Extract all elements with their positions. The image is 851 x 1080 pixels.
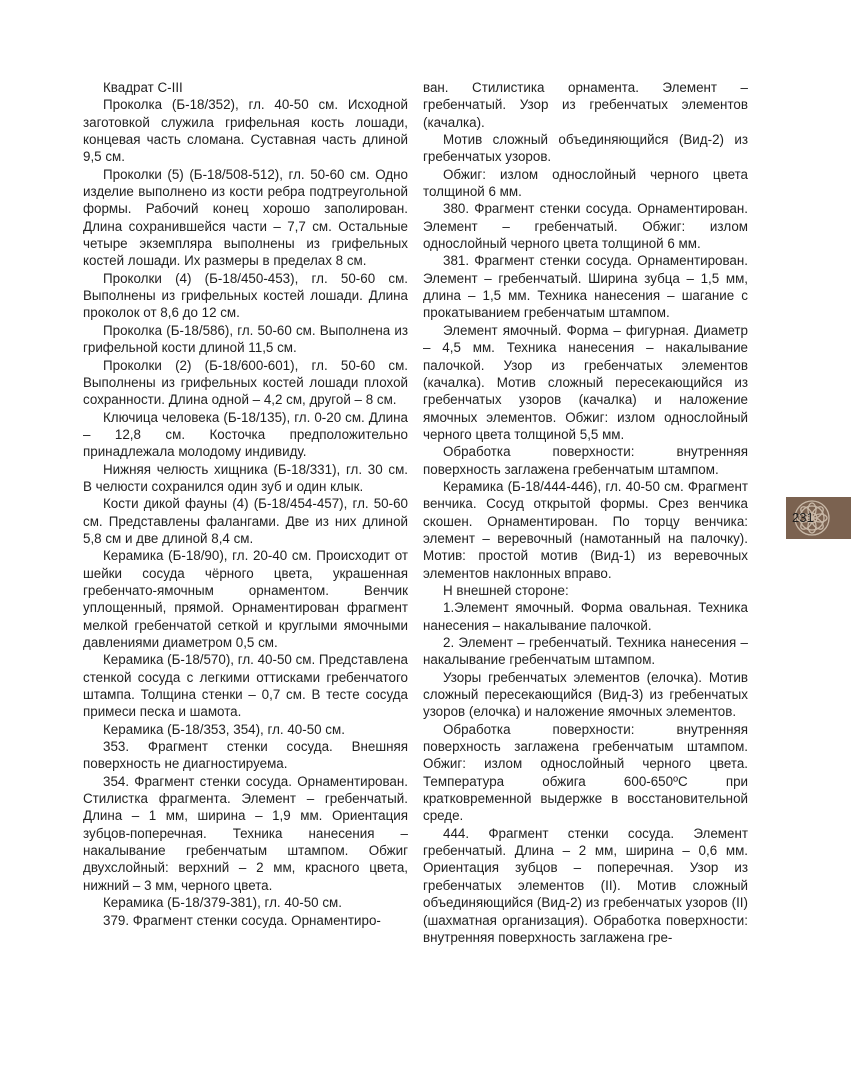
paragraph: 2. Элемент – гребенчатый. Техника нанесения – накалывание гребенчатым штампом. bbox=[423, 635, 748, 668]
paragraph: 380. Фрагмент стенки сосуда. Орнаментирован. Элемент – гребенчатый. Обжиг: излом однослойный черного цвета толщиной 6 мм. bbox=[423, 201, 748, 252]
paragraph: Н внешней стороне: bbox=[443, 582, 569, 598]
paragraph: Ключица человека (Б-18/135), гл. 0-20 см. Длина – 12,8 см. Косточка предположительно принадлежала молодому индивиду. bbox=[83, 409, 408, 460]
paragraph: Обработка поверхности: внутренняя поверхность заглажена гребенчатым штампом. bbox=[423, 444, 748, 477]
paragraph: Нижняя челюсть хищника (Б-18/331), гл. 30 см. В челюсти сохранился один зуб и один клык. bbox=[83, 461, 408, 494]
paragraph: Керамика (Б-18/90), гл. 20-40 см. Происходит от шейки сосуда чёрного цвета, украшенная гребенчато-ямочным орнаментом. Венчик уплощенный, прямой. Орнаментирован фрагмент мелкой гребенчатой сеткой и круглыми ямочными давлениями диаметром 0,5 см. bbox=[83, 548, 408, 650]
paragraph: Мотив сложный объединяющийся (Вид-2) из гребенчатых узоров. bbox=[423, 132, 748, 165]
paragraph: Узоры гребенчатых элементов (елочка). Мотив сложный пересекающийся (Вид-3) из гребенчатых узоров (елочка) и наложение ямочных элементов. bbox=[423, 669, 748, 720]
paragraph: 381. Фрагмент стенки сосуда. Орнаментирован. Элемент – гребенчатый. Ширина зубца – 1,5 мм, длина – 1,5 мм. Техника нанесения – шагание с прокатыванием гребенчатым штампом. bbox=[423, 253, 748, 321]
right-column bbox=[423, 79, 748, 946]
paragraph: 379. Фрагмент стенки сосуда. Орнаментиро- bbox=[103, 912, 381, 928]
page-number: 231 bbox=[792, 510, 814, 525]
paragraph: 1.Элемент ямочный. Форма овальная. Техника нанесения – накалывание палочкой. bbox=[423, 600, 748, 633]
paragraph: Керамика (Б-18/444-446), гл. 40-50 см. Фрагмент венчика. Сосуд открытой формы. Срез венчика скошен. Орнаментирован. По торцу венчика: элемент – веревочный (намотанный на палочку). Мотив: простой мотив (Вид-1) из веревочных элементов наклонных вправо. bbox=[423, 478, 748, 581]
page-number-tab bbox=[786, 497, 851, 539]
paragraph: Проколки (4) (Б-18/450-453), гл. 50-60 см. Выполнены из грифельных костей лошади. Длина проколок от 8,6 до 12 см. bbox=[83, 270, 408, 321]
paragraph: Керамика (Б-18/379-381), гл. 40-50 см. bbox=[103, 895, 342, 911]
paragraph: Проколка (Б-18/352), гл. 40-50 см. Исходной заготовкой служила грифельная кость лошади, концевая часть сломана. Суставная часть длиной 9,5 см. bbox=[83, 97, 408, 165]
paragraph: 354. Фрагмент стенки сосуда. Орнаментирован. Стилистка фрагмента. Элемент – гребенчатый. Длина – 1 мм, ширина – 1,9 мм. Ориентация зубцов-поперечная. Техника нанесения – накалывание гребенчатым штампом. Обжиг двухслойный: верхний – 2 мм, красного цвета, нижний – 3 мм, черного цвета. bbox=[83, 773, 408, 893]
paragraph: Квадрат С-III bbox=[103, 80, 183, 95]
paragraph: Проколки (5) (Б-18/508-512), гл. 50-60 см. Одно изделие выполнено из кости ребра подтреугольной формы. Рабочий конец хорошо заполирован. Длина сохранившейся части – 7,7 см. Остальные четыре экземпляра выполнены из грифельных костей лошади. Их размеры в пределах 8 см. bbox=[83, 166, 408, 269]
paragraph: Керамика (Б-18/570), гл. 40-50 см. Представлена стенкой сосуда с легкими оттисками гребенчатого штампа. Толщина стенки – 0,7 см. В тесте сосуда примеси песка и шамота. bbox=[83, 652, 408, 720]
paragraph: Проколка (Б-18/586), гл. 50-60 см. Выполнена из грифельной кости длиной 11,5 см. bbox=[83, 322, 408, 356]
paragraph: 444. Фрагмент стенки сосуда. Элемент гребенчатый. Длина – 2 мм, ширина – 0,6 мм. Ориентация зубцов – поперечная. Узор из гребенчатых элементов (II). Мотив сложный объединяющийся (Вид-2) из гребенчатых узоров (II) (шахматная организация). Обработка поверхности: внутренняя поверхность заглажена гре- bbox=[423, 825, 748, 945]
paragraph: Керамика (Б-18/353, 354), гл. 40-50 см. bbox=[103, 721, 345, 737]
paragraph: ван. Стилистика орнамента. Элемент – гребенчатый. Узор из гребенчатых элементов (качалка). bbox=[423, 80, 748, 130]
paragraph: Обработка поверхности: внутренняя поверхность заглажена гребенчатым штампом. Обжиг: излом однослойный черного цвета. Температура обжига 600-650ºС при кратковременной выдержке в восстановительной среде. bbox=[423, 721, 748, 824]
paragraph: Проколки (2) (Б-18/600-601), гл. 50-60 см. Выполнены из грифельных костей лошади плохой сохранности. Длина одной – 4,2 см, другой – 8 см. bbox=[83, 357, 408, 408]
paragraph: 353. Фрагмент стенки сосуда. Внешняя поверхность не диагностируема. bbox=[83, 739, 408, 772]
paragraph: Элемент ямочный. Форма – фигурная. Диаметр – 4,5 мм. Техника нанесения – накалывание палочкой. Узор из гребенчатых элементов (качалка). Мотив сложный пересекающийся из гребенчатых узоров (качалка) и наложение ямочных элементов. Обжиг: излом однослойный черного цвета толщиной 5,5 мм. bbox=[423, 322, 748, 442]
paragraph: Обжиг: излом однослойный черного цвета толщиной 6 мм. bbox=[423, 166, 748, 200]
paragraph: Кости дикой фауны (4) (Б-18/454-457), гл. 50-60 см. Представлены фалангами. Две из них длиной 5,8 см и две длиной 8,4 см. bbox=[83, 496, 408, 546]
left-column bbox=[83, 79, 408, 929]
